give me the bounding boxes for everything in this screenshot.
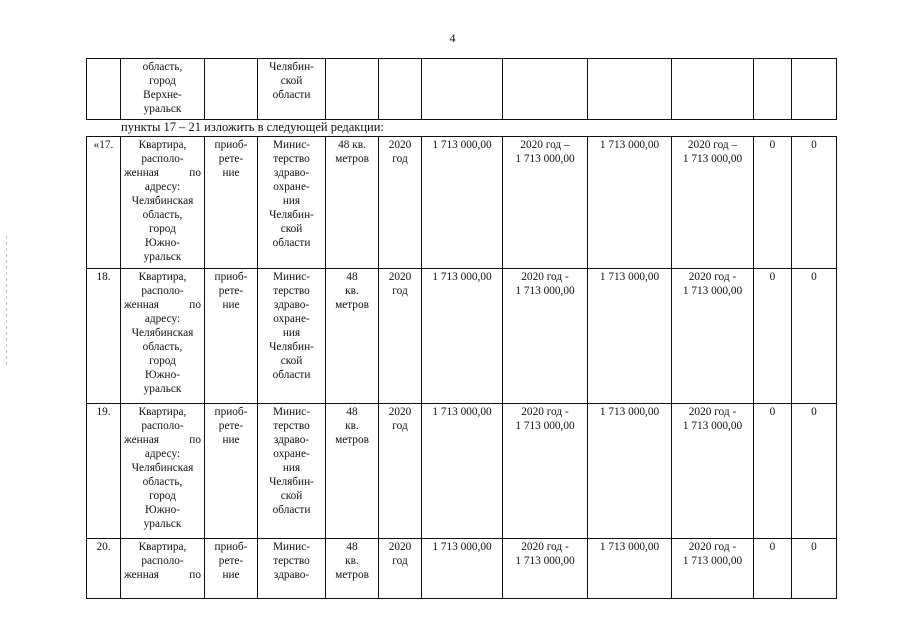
table-row [87,539,837,599]
table-row [87,59,837,120]
cell-description: Квартира, располо- женная по адресу: Челябинская область, город Южно- уральск [121,269,205,404]
cell-area: 48 кв. метров [326,269,379,404]
cell-cost: 1 713 000,00 [422,137,503,269]
cell-owner: Минис- терство здраво- охране- ния Челябин- ской области [258,404,326,539]
cell-financing: 2020 год - 1 713 000,00 [503,269,588,404]
cell-col11: 0 [792,137,837,269]
cell-financing2: 2020 год - 1 713 000,00 [672,539,754,599]
cell-cost: 1 713 000,00 [422,404,503,539]
cell-year: 2020 год [379,269,422,404]
cell-owner: Минис- терство здраво- охране- ния Челябин- ской области [258,269,326,404]
cell-number: «17. [87,137,121,269]
cell-method [205,59,258,120]
cell-financing2 [672,59,754,120]
cell-year: 2020 год [379,404,422,539]
cell-financing: 2020 год – 1 713 000,00 [503,137,588,269]
cell-financing2: 2020 год – 1 713 000,00 [672,137,754,269]
previous-table-fragment [86,58,837,120]
cell-col11 [792,59,837,120]
main-table [86,136,837,599]
cell-col11: 0 [792,539,837,599]
cell-cost2 [588,59,672,120]
instruction-text: пункты 17 – 21 изложить в следующей редакции: [121,120,384,134]
cell-cost2: 1 713 000,00 [588,137,672,269]
scan-margin-mark [6,236,7,366]
cell-number: 20. [87,539,121,599]
cell-financing [503,59,588,120]
cell-year: 2020 год [379,137,422,269]
cell-number: 19. [87,404,121,539]
cell-year: 2020 год [379,539,422,599]
cell-method: приоб- рете- ние [205,539,258,599]
cell-owner: Челябин- ской области [258,59,326,120]
cell-method: приоб- рете- ние [205,269,258,404]
cell-col10 [754,59,792,120]
cell-col10: 0 [754,269,792,404]
cell-owner: Минис- терство здраво- охране- ния Челябин- ской области [258,137,326,269]
cell-area: 48 кв. метров [326,404,379,539]
cell-area: 48 кв. метров [326,539,379,599]
cell-col10: 0 [754,137,792,269]
cell-method: приоб- рете- ние [205,404,258,539]
cell-year [379,59,422,120]
cell-area [326,59,379,120]
cell-financing: 2020 год - 1 713 000,00 [503,539,588,599]
cell-financing2: 2020 год - 1 713 000,00 [672,269,754,404]
cell-description: область, город Верхне- уральск [121,59,205,120]
table-row [87,269,837,404]
cell-number [87,59,121,120]
cell-col11: 0 [792,269,837,404]
cell-col10: 0 [754,539,792,599]
cell-financing: 2020 год - 1 713 000,00 [503,404,588,539]
cell-method: приоб- рете- ние [205,137,258,269]
cell-number: 18. [87,269,121,404]
cell-col11: 0 [792,404,837,539]
cell-cost: 1 713 000,00 [422,539,503,599]
cell-description: Квартира, располо- женная по адресу: Челябинская область, город Южно- уральск [121,404,205,539]
cell-cost [422,59,503,120]
cell-cost2: 1 713 000,00 [588,404,672,539]
cell-col10: 0 [754,404,792,539]
cell-description: Квартира, располо- женная по адресу: Челябинская область, город Южно- уральск [121,137,205,269]
table-row [87,404,837,539]
cell-area: 48 кв. метров [326,137,379,269]
cell-cost: 1 713 000,00 [422,269,503,404]
cell-owner: Минис- терство здраво- [258,539,326,599]
cell-cost2: 1 713 000,00 [588,269,672,404]
cell-financing2: 2020 год - 1 713 000,00 [672,404,754,539]
cell-description: Квартира, располо- женная по [121,539,205,599]
page-number: 4 [449,31,456,45]
cell-cost2: 1 713 000,00 [588,539,672,599]
table-row [87,137,837,269]
